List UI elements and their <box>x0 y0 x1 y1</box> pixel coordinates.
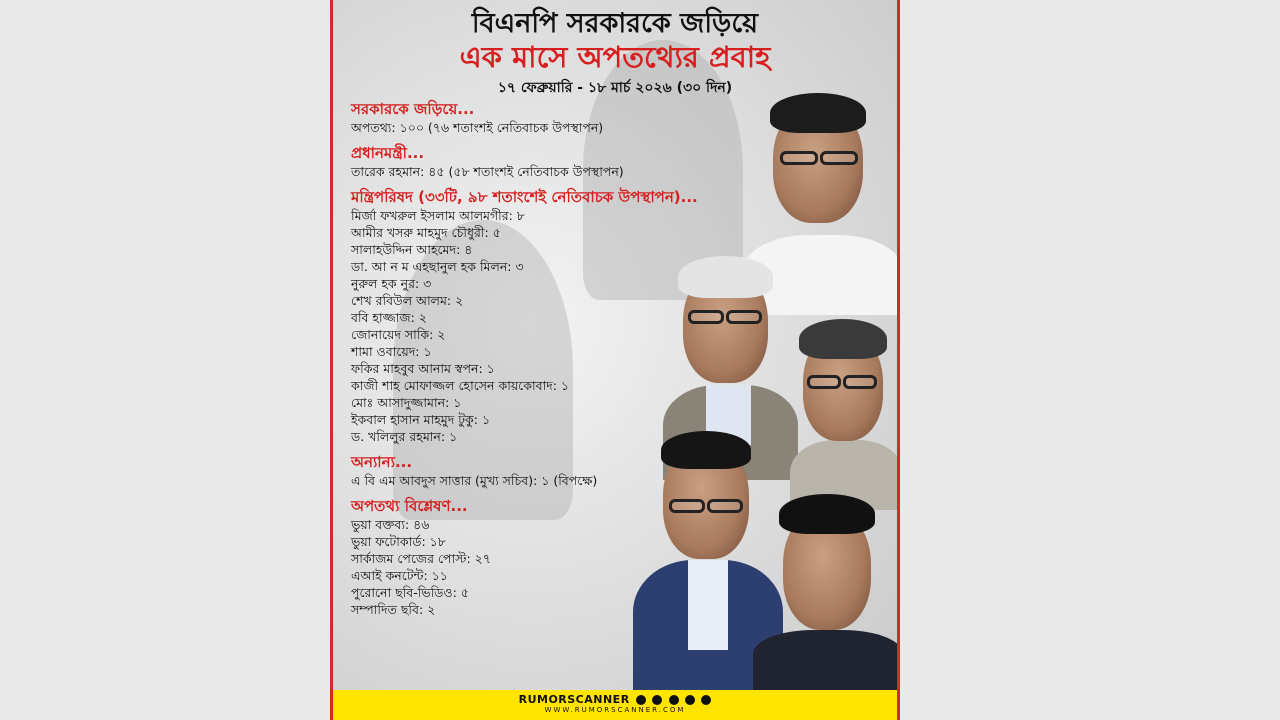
section-heading: অন্যান্য... <box>351 453 413 471</box>
x-icon[interactable] <box>669 695 679 705</box>
list-item: নুরুল হক নুর: ৩ <box>351 276 432 291</box>
website-link[interactable]: WWW.RUMORSCANNER.COM <box>544 706 686 714</box>
infographic-poster <box>330 0 900 720</box>
list-item: পুরোনো ছবি-ভিডিও: ৫ <box>351 585 469 600</box>
date-range: ১৭ ফেব্রুয়ারি - ১৮ মার্চ ২০২৬ (৩০ দিন) <box>497 80 733 96</box>
tiktok-icon[interactable] <box>701 695 711 705</box>
section-government <box>351 100 771 136</box>
list-item: জোনায়েদ সাকি: ২ <box>351 327 446 342</box>
list-item: আমীর খসরু মাহমুদ চৌধুরী: ৫ <box>351 225 501 240</box>
list-item: মির্জা ফখরুল ইসলাম আলমগীর: ৮ <box>351 208 525 223</box>
section-heading: মন্ত্রিপরিষদ (৩৩টি, ৯৮ শতাংশেই নেতিবাচক উপস্থাপন)... <box>351 188 698 206</box>
list-item: এআই কনটেন্ট: ১১ <box>351 568 448 583</box>
section-others <box>351 453 771 489</box>
list-item: ইকবাল হাসান মাহমুদ টুকু: ১ <box>351 412 491 427</box>
section-heading: প্রধানমন্ত্রী... <box>351 144 425 162</box>
list-item: মোঃ আসাদুজ্জামান: ১ <box>351 395 462 410</box>
list-item: কাজী শাহ মোফাজ্জল হোসেন কায়কোবাদ: ১ <box>351 378 570 393</box>
list-item: ডা. আ ন ম এহছানুল হক মিলন: ৩ <box>351 259 524 274</box>
footer-bar <box>333 690 897 720</box>
list-item: শামা ওবায়েদ: ১ <box>351 344 432 359</box>
list-item: সার্কাজম পেজের পোস্ট: ২৭ <box>351 551 491 566</box>
portrait-iqbal-hasan-mahmud <box>753 490 900 690</box>
instagram-icon[interactable] <box>685 695 695 705</box>
list-item: ড. খলিলুর রহমান: ১ <box>351 429 458 444</box>
section-heading: সরকারকে জড়িয়ে... <box>351 100 475 118</box>
list-item: সালাহউদ্দিন আহমেদ: ৪ <box>351 242 473 257</box>
youtube-icon[interactable] <box>652 695 662 705</box>
facebook-icon[interactable] <box>636 695 646 705</box>
brand-name: RUMORSCANNER <box>518 693 630 706</box>
section-cabinet <box>351 188 771 445</box>
list-item: শেখ রবিউল আলম: ২ <box>351 293 464 308</box>
portrait-amir-khosru <box>785 315 900 510</box>
title-line-2: এক মাসে অপতথ্যের প্রবাহ <box>459 40 771 74</box>
section-analysis <box>351 497 771 618</box>
list-item: ববি হাজ্জাজ: ২ <box>351 310 427 325</box>
list-item: তারেক রহমান: ৪৫ (৫৮ শতাংশই নেতিবাচক উপস্থাপন) <box>351 164 624 179</box>
list-item: সম্পাদিত ছবি: ২ <box>351 602 436 617</box>
list-item: ভুয়া ফটোকার্ড: ১৮ <box>351 534 446 549</box>
title-line-1: বিএনপি সরকারকে জড়িয়ে <box>471 8 759 39</box>
list-item: ভুয়া বক্তব্য: ৪৬ <box>351 517 430 532</box>
section-heading: অপতথ্য বিশ্লেষণ... <box>351 497 468 515</box>
list-item: এ বি এম আবদুস সাত্তার (মুখ্য সচিব): ১ (বিপক্ষে) <box>351 473 598 488</box>
list-item: অপতথ্য: ১০০ (৭৬ শতাংশই নেতিবাচক উপস্থাপন) <box>351 120 604 135</box>
content-list <box>351 100 771 626</box>
section-prime-minister <box>351 144 771 180</box>
list-item: ফকির মাহবুব আনাম স্বপন: ১ <box>351 361 495 376</box>
brand-row <box>333 693 897 706</box>
